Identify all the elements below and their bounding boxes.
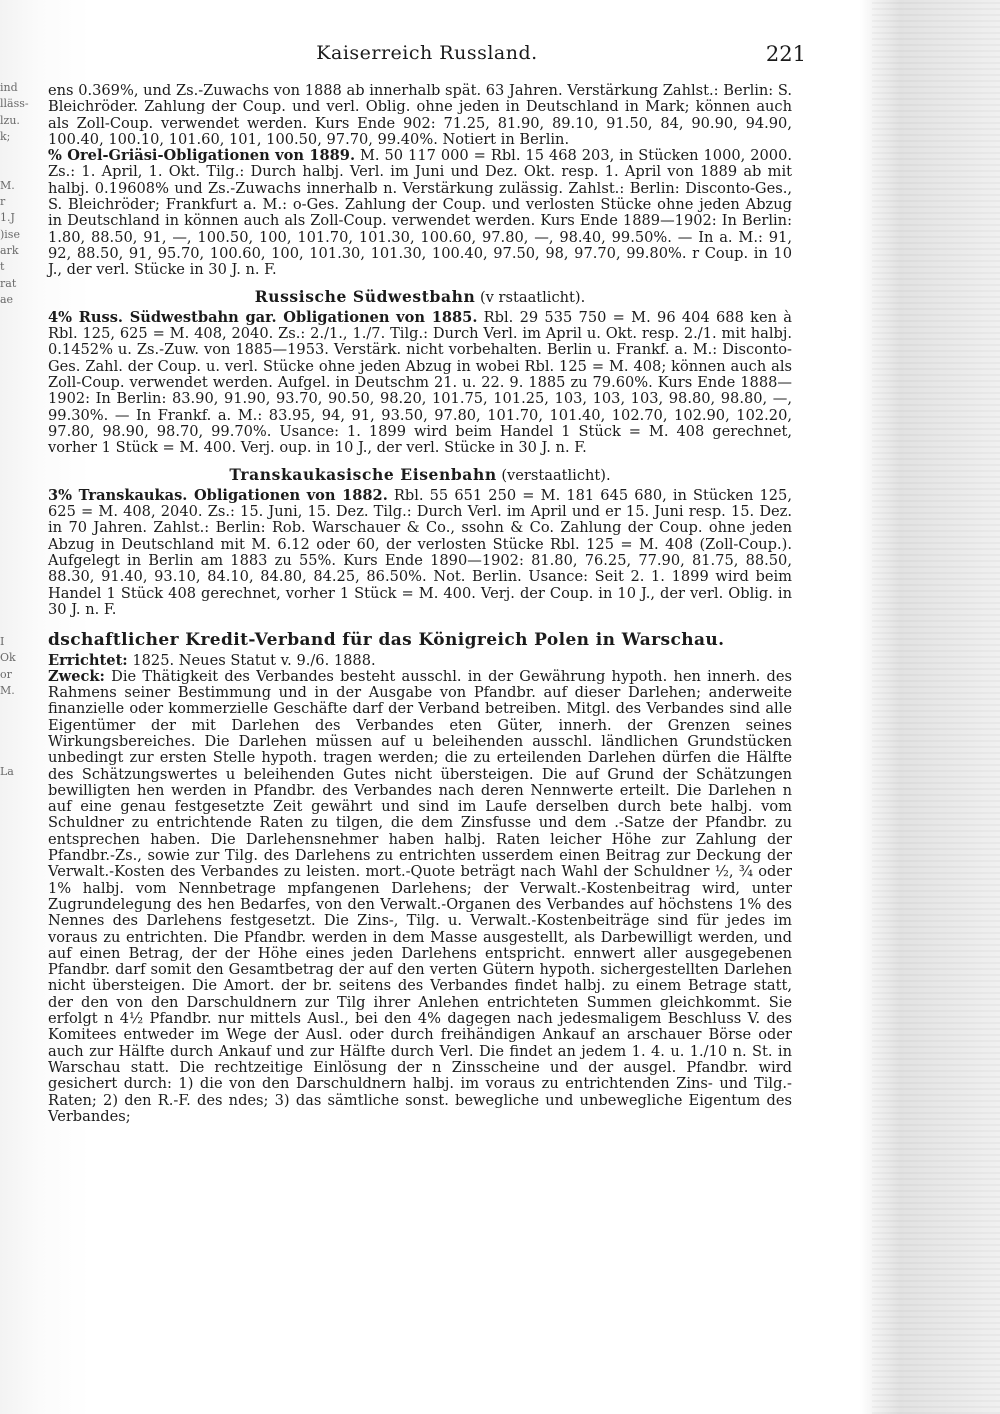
entry-paragraph — [48, 310, 792, 457]
page-number: 221 — [765, 42, 806, 66]
section-title — [48, 630, 792, 651]
entry-paragraph — [48, 148, 792, 278]
entry-paragraph — [48, 653, 792, 669]
section-note: (verstaatlicht). — [496, 466, 611, 484]
entry-heading: 3% Transkaukas. Obligationen von 1882. — [48, 486, 388, 504]
page-header — [48, 42, 806, 68]
entry-heading: Errichtet: — [48, 651, 128, 669]
paragraph — [48, 83, 792, 148]
paragraph-text: ens 0.369%, und Zs.-Zuwachs von 1888 ab innerhalb spät. 63 Jahren. Verstärkung Zahlst.: Berlin: S. Bleichröder. Zahlung der Coup. und verl. Oblig. ohne jeden in Deutschland in Mark; können auch als Zoll-Coup. verwendet werden. Kurs Ende 902: 71.25, 81.90, 89.10, 91.50, 84, 90.90, 94.90, 100.40, 100.10, 101.60, 101, 100.50, 97.70, 99.40%. Notiert in Berlin. — [48, 82, 792, 148]
section-note: (v rstaatlicht). — [475, 288, 586, 306]
section-title-text: Transkaukasische Eisenbahn — [229, 464, 497, 484]
section-title — [48, 464, 792, 484]
section-title-text: Russische Südwestbahn — [254, 286, 476, 306]
entry-heading: Zweck: — [48, 667, 105, 685]
page-body — [48, 83, 792, 1125]
section-title — [48, 286, 792, 306]
section-title-text: dschaftlicher Kredit-Verband für das Königreich Polen in Warschau. — [48, 630, 725, 651]
entry-paragraph — [48, 488, 792, 618]
entry-heading: 4% Russ. Südwestbahn gar. Obligationen von 1885. — [48, 308, 478, 326]
entry-text: 1825. Neues Statut v. 9./6. 1888. — [127, 651, 376, 669]
entry-text: Die Thätigkeit des Verbandes besteht ausschl. in der Gewährung hypoth. hen innerh. des Rahmens seiner Bestimmung und in der Ausgabe von Pfandbr. auf dieser Darlehen; anderweite finanzielle oder kommerzielle Geschäfte darf der Verband betreiben. Mitgl. des Verbandes sind alle Eigentümer der mit Darlehen des Verbandes eten Güter, innerh. der Grenzen seines Wirkungsbereiches. Die Darlehen müssen auf u beleihenden ausschl. ländlichen Grundstücken unbedingt zur ersten Stelle hypoth. tragen werden; die zu erteilenden Darlehen dürfen die Hälfte des Schätzungswertes u beleihenden Gutes nicht übersteigen. Die auf Grund der Schätzungen bewilligten hen werden in Pfandbr. des Verbandes nach deren Nennwerte erteilt. Die Darlehen n auf eine genau festgesetzte Zeit gewährt und sind im Laufe derselben durch bete halbj. vom Schuldner zu entrichtende Raten zu tilgen, die dem Zinsfusse und dem .-Satze der Pfandbr. zu entsprechen haben. Die Darlehensnehmer haben halbj. Raten leicher Höhe zur Zahlung der Pfandbr.-Zs., sowie zur Tilg. des Darlehens zu entrichten usserdem einen Beitrag zur Deckung der Verwalt.-Kosten des Verbandes zu leisten. mort.-Quote beträgt nach Wahl der Schuldner ½, ¾ oder 1% halbj. vom Nennbetrage mpfangenen Darlehens; der Verwalt.-Kostenbeitrag wird, unter Zugrundelegung des hen Bedarfes, von den Verwalt.-Organen des Verbandes auf höchstens 1% des Nennes des Darlehens festgesetzt. Die Zins-, Tilg. u. Verwalt.-Kostenbeiträge sind für jedes im voraus zu entrichten. Die Pfandbr. werden in dem Masse ausgestellt, als Darbewilligt werden, und auf einen Betrag, der der Höhe eines jeden Darlehens entspricht. ennwert aller ausgegebenen Pfandbr. darf somit den Gesamtbetrag der auf den verten Gütern hypoth. sichergestellten Darlehen nicht übersteigen. Die Amort. der br. seitens des Verbandes findet halbj. zu einem Betrage statt, der den von den Darschuldnern zur Tilg ihrer Anlehen entrichteten Summen gleichkommt. Sie erfolgt n 4½ Pfandbr. nur mittels Ausl., bei den 4% dagegen nach jedesmaligem Beschluss V. des Komitees entweder im Wege der Ausl. oder durch freihändigen Ankauf an arschauer Börse oder auch zur Hälfte durch Ankauf und zur Hälfte durch Verl. Die findet an jedem 1. 4. u. 1./10 n. St. in Warschau statt. Die rechtzeitige Einlösung der n Zinsscheine und der ausgel. Pfandbr. wird gesichert durch: 1) die von den Darschuldnern halbj. im voraus zu entrichtenden Zins- und Tilg.-Raten; 2) den R.-F. des ndes; 3) das sämtliche sonst. bewegliche und unbewegliche Eigentum des Verbandes; — [48, 667, 792, 1125]
entry-paragraph — [48, 669, 792, 1125]
neighbor-page-bleed: ind lläss- lzu. k; M. r 1.J )ise ark t rat ae I Ok or M. La — [0, 81, 29, 779]
running-head: Kaiserreich Russland. — [316, 42, 538, 64]
entry-text: M. 50 117 000 = Rbl. 15 468 203, in Stücken 1000, 2000. Zs.: 1. April, 1. Okt. Tilg.: Durch halbj. Verl. im Juni und Dez. Okt. resp. 1. April von 1889 ab mit halbj. 0.19608% und Zs.-Zuwachs innerhalb n. Verstärkung zulässig. Zahlst.: Berlin: Disconto-Ges., S. Bleichröder; Frankfurt a. M.: o-Ges. Zahlung der Coup. und verlosten Stücke ohne jeden Abzug in Deutschland in können auch als Zoll-Coup. verwendet werden. Kurs Ende 1889—1902: In Berlin: 1.80, 88.50, 91, —, 100.50, 100, 101.70, 101.30, 100.60, 97.80, —, 98.40, 99.50%. — In a. M.: 91, 92, 88.50, 91, 95.70, 100.60, 100, 101.30, 101.30, 100.40, 97.50, 98, 97.70, 99.80%. r Coup. in 10 J., der verl. Stücke in 30 J. n. F. — [48, 147, 793, 279]
entry-text: Rbl. 29 535 750 = M. 96 404 688 ken à Rbl. 125, 625 = M. 408, 2040. Zs.: 2./1., 1./7. Tilg.: Durch Verl. im April u. Okt. resp. 2./1. mit halbj. 0.1452% u. Zs.-Zuw. von 1885—1953. Verstärk. nicht vorbehalten. Berlin u. Frankf. a. M.: Disconto-Ges. Zahl. der Coup. u. verl. Stücke ohne jeden Abzug in wobei Rbl. 125 = M. 408; können auch als Zoll-Coup. verwendet werden. Aufgel. in Deutschm 21. u. 22. 9. 1885 zu 79.60%. Kurs Ende 1888—1902: In Berlin: 83.90, 91.90, 93.70, 90.50, 98.20, 101.75, 101.25, 103, 103, 103, 98.80, 98.80, —, 99.30%. — In Frankf. a. M.: 83.95, 94, 91, 93.50, 97.80, 101.70, 101.40, 102.70, 102.90, 102.20, 97.80, 98.90, 98.70, 99.70%. Usance: 1. 1899 wird beim Handel 1 Stück = M. 408 gerechnet, vorher 1 Stück = M. 400. Verj. oup. in 10 J., der verl. Stücke in 30 J. n. F. — [48, 308, 792, 457]
entry-text: Rbl. 55 651 250 = M. 181 645 680, in Stücken 125, 625 = M. 408, 2040. Zs.: 15. Juni, 15. Dez. Tilg.: Durch Verl. im April und er 15. Juni resp. 15. Dez. in 70 Jahren. Zahlst.: Berlin: Rob. Warschauer & Co., ssohn & Co. Zahlung der Coup. ohne jeden Abzug in Deutschland mit M. 6.12 oder 60, der verlosten Stücke Rbl. 125 = M. 408 (Zoll-Coup.). Aufgelegt in Berlin am 1883 zu 55%. Kurs Ende 1890—1902: 81.80, 76.25, 77.90, 81.75, 88.50, 88.30, 91.40, 93.10, 84.10, 84.80, 84.25, 86.50%. Not. Berlin. Usance: Seit 2. 1. 1899 wird beim Handel 1 Stück 408 gerechnet, vorher 1 Stück = M. 400. Verj. der Coup. in 10 J., der verl. Oblig. in 30 J. n. F. — [48, 486, 792, 618]
entry-heading: % Orel-Griäsi-Obligationen von 1889. — [48, 147, 356, 165]
scan-edge — [872, 0, 1000, 1414]
